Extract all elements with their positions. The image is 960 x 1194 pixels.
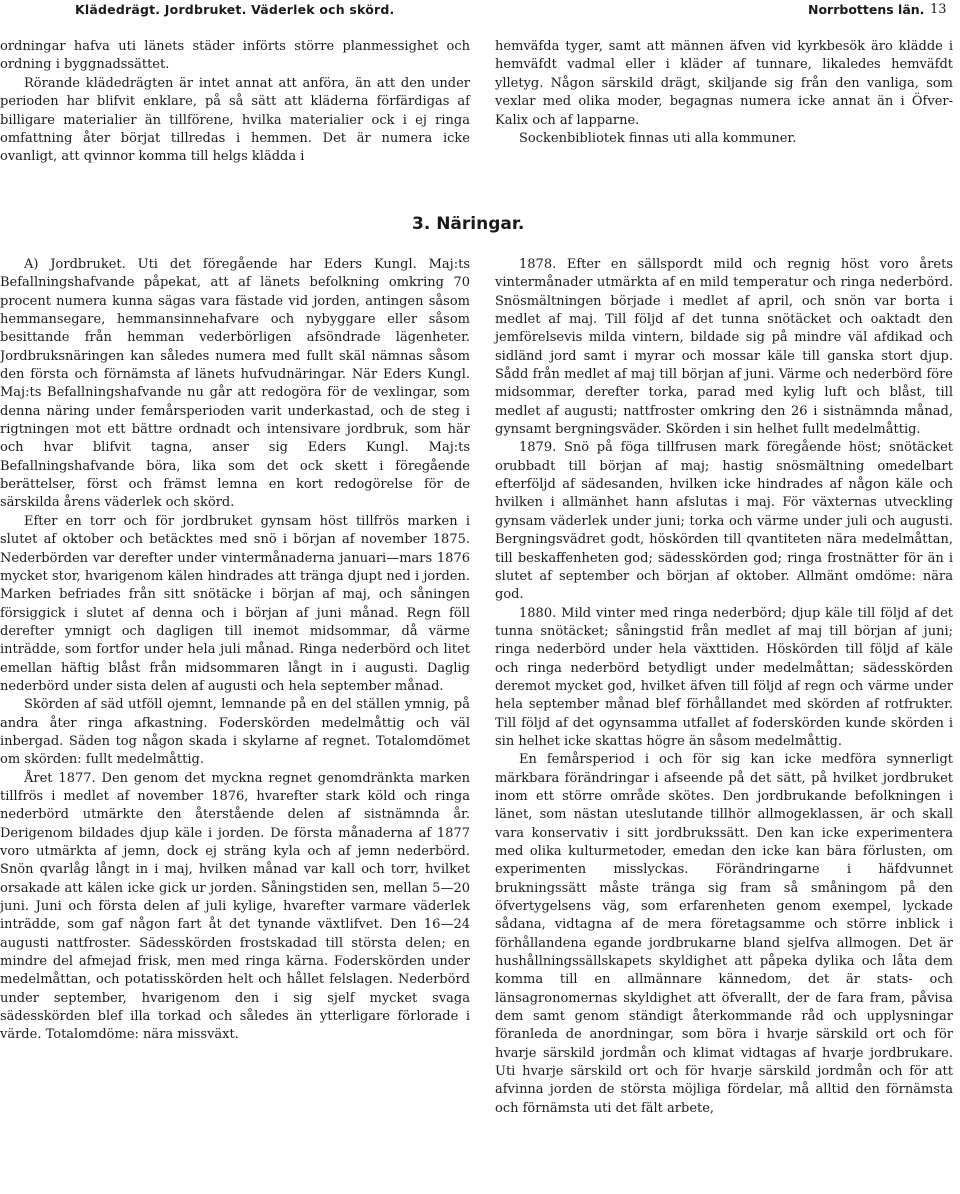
paragraph: En femårsperiod i och för sig kan icke medföra synnerligt märkbara förändringar i afseende på det sätt, på hvilket jordbruket inom ett större område skötes. Den jordbrukande befolkningen i länet, som nästan uteslutande tillhör allmogeklassen, är och skall vara konservativ i sitt jordbrukssätt. Den kan icke experimentera med olika kulturmetoder, emedan den icke kan bära förlusten, om experimenten misslyckas. Förändringarne i häfdvunnet brukningssätt måste tränga sig fram så småningom på den öfvertygelsens väg, som erfarenheten genom exempel, lyckade sådana, vidtagna af de mera företagsamme och större inblick i förhållandena egande jordbrukarne bland sjelfva allmogen. Det är hushållningssällskapets skyldighet att påpeka dylika och låta dem komma till en allmännare kännedom, det är stats- och länsagronomernas skyldighet att öfverallt, der de fara fram, påvisa dem samt genom ständigt återkommande råd och upplysningar föranleda de anordningar, som böra i hvarje särskild ort och för hvarje särskild jordmån och klimat vidtagas af hvarje jordbrukare. Uti hvarje särskild ort och för hvarje särskild jordmån och för att afvinna jorden de största möjliga fördelar, må alltid den förnämsta och förnämsta uti det fält arbete, xyxy=(495,752,953,1116)
paragraph: 1878. Efter en sällspordt mild och regnig höst voro årets vintermånader utmärkta af en mild temperatur och ringa nederbörd. Snösmältningen började i medlet af april, och snön var borta i medlet af maj. Till följd af det tunna snötäcket och oaktadt den jemförelsevis milda vintern, bildade sig på mindre väl afdikad och sidländ jord samt i myrar och mossar käle till ganska stort djup. Sådd från medlet af maj till början af juni. Värme och nederbörd före midsommar, derefter torka, parad med kylig luft och blåst, till medlet af augusti; nattfroster omkring den 26 i sistnämnda månad, gynsamt bergningsväder. Skörden i sin helhet fullt medelmåttig. xyxy=(495,257,953,438)
paragraph: hemväfda tyger, samt att männen äfven vid kyrkbesök äro klädde i hemväfdt vadmal eller i kläder af tunnare, likaledes hemväfdt ylletyg. Någon särskild drägt, skiljande sig från den vanliga, som vexlar med olika moder, begagnas numera icke annat än i Öfver-Kalix och af lapparne. xyxy=(495,39,953,128)
paragraph: Sockenbibliotek finnas uti alla kommuner. xyxy=(519,131,797,147)
page-header xyxy=(0,0,960,22)
page-number: 13 xyxy=(930,2,947,17)
paragraph: A) Jordbruket. Uti det föregående har Eders Kungl. Maj:ts Befallningshafvande påpekat, att af länets befolkning omkring 70 procent numera kunna sägas vara fästade vid jorden, antingen såsom hemmansegare, hemmansinnehafvare och nybyggare eller såsom besittande från hemman vederbörligen afsöndrade lägenheter. Jordbruksnäringen kan således numera med fullt skäl nämnas såsom den första och förnämsta af länets hufvudnäringar. När Eders Kungl. Maj:ts Befallningshafvande nu går att redogöra för de vexlingar, som denna näring under femårsperioden varit underkastad, och de steg i rigtningen mot ett bättre ordnadt och intensivare jordbruk, som här och hvar blifvit tagna, anser sig Eders Kungl. Maj:ts Befallningshafvande böra, lika som det ock skett i föregående berättelser, först och främst lemna en kort redogörelse för de särskilda årens väderlek och skörd. xyxy=(0,257,470,511)
section-title: 3. Näringar. xyxy=(412,214,525,234)
paragraph: Skörden af säd utföll ojemnt, lemnande på en del ställen ymnig, på andra åter ringa afkastning. Foderskörden medelmåttig och väl inbergad. Säden tog någon skada i skylarne af regnet. Totalomdömet om skörden: fullt medelmåttig. xyxy=(0,697,470,768)
top-left-column xyxy=(0,38,470,167)
running-head-left: Klädedrägt. Jordbruket. Väderlek och skörd. xyxy=(75,2,395,17)
paragraph: Efter en torr och för jordbruket gynsam höst tillfrös marken i slutet af oktober och betäcktes med snö i början af november 1875. Nederbörden var derefter under vintermånaderna januari—mars 1876 mycket stor, hvarigenom kälen hindrades att tränga djupt ned i jorden. Marken befriades från sitt snötäcke i början af maj, och såningen försiggick i slutet af denna och i början af juni månad. Regn föll derefter ymnigt och dagligen till inemot midsommar, då värme inträdde, som fortfor under hela juli månad. Ringa nederbörd och litet emellan häftig blåst från midsommaren långt in i augusti. Daglig nederbörd under sista delen af augusti och hela september månad. xyxy=(0,513,470,694)
paragraph: Rörande klädedrägten är intet annat att anföra, än att den under perioden har blifvit enklare, på så sätt att kläderna förfärdigas af billigare materialier än tillförene, hvilka materialier ock i ej ringa omfattning åter börjat tillredas i hemmen. Det är numera icke ovanligt, att qvinnor komma till helgs klädda i xyxy=(0,75,470,165)
paragraph: 1879. Snö på föga tillfrusen mark föregående höst; snötäcket orubbadt till början af maj; hastig snösmältning omedelbart efterföljd af sädesanden, hvilken icke hindrades af någon käle och hvilken i allmänhet hann afslutas i maj. För växternas utveckling gynsam väderlek under juni; torka och värme under juli och augusti. Bergningsvädret godt, höskörden till qvantiteten nära medelmåttan, till beskaffenheten god; sädesskörden god; ringa frostnätter för än i slutet af september och början af oktober. Allmänt omdöme: nära god. xyxy=(495,440,953,603)
left-column xyxy=(0,256,470,1045)
paragraph: Året 1877. Den genom det myckna regnet genomdränkta marken tillfrös i medlet af november 1876, hvarefter stark köld och ringa nederbörd utmärkte den återstående delen af sistnämnda år. Derigenom bildades djup käle i jorden. De första månaderna af 1877 voro utmärkta af jemn, dock ej sträng kyla och af jemn nederbörd. Snön qvarlåg långt in i maj, hvilken månad var kall och torr, hvilket orsakade att kälen icke gick ur jorden. Såningstiden sen, mellan 5—20 juni. Juni och första delen af juli kylige, hvarefter varmare väderlek inträdde, som gaf någon fart åt det tynande växtlifvet. Den 16—24 augusti nattfroster. Sädesskörden frostskadad till största delen; en mindre del afmejad frisk, men med ringa kärna. Foderskörden under medelmåttan, och potatisskörden helt och hållet felslagen. Nederbörd under september, hvarigenom den i sig sjelf mycket svaga sädesskörden blef illa torkad och således än ytterligare förlorade i värde. Totalomdöme: nära missväxt. xyxy=(0,770,470,1043)
top-right-column xyxy=(495,38,953,148)
paragraph: 1880. Mild vinter med ringa nederbörd; djup käle till följd af det tunna snötäcket; såningstid från medlet af maj till början af juni; ringa nederbörd under hela växttiden. Höskörden till följd af käle och ringa nederbörd betydligt under medelmåttan; sädesskörden deremot mycket god, hvilket äfven till följd af regn och värme under hela september månad blef förhållandet med skörden af rotfrukter. Till följd af det ogynsamma utfallet af foderskörden kunde skörden i sin helhet icke skattas högre än såsom medelmåttig. xyxy=(495,605,953,749)
paragraph: ordningar hafva uti länets städer införts större planmessighet och ordning i byggnadssättet. xyxy=(0,39,470,73)
right-column xyxy=(495,256,953,1118)
running-head-right: Norrbottens län. xyxy=(808,2,925,17)
